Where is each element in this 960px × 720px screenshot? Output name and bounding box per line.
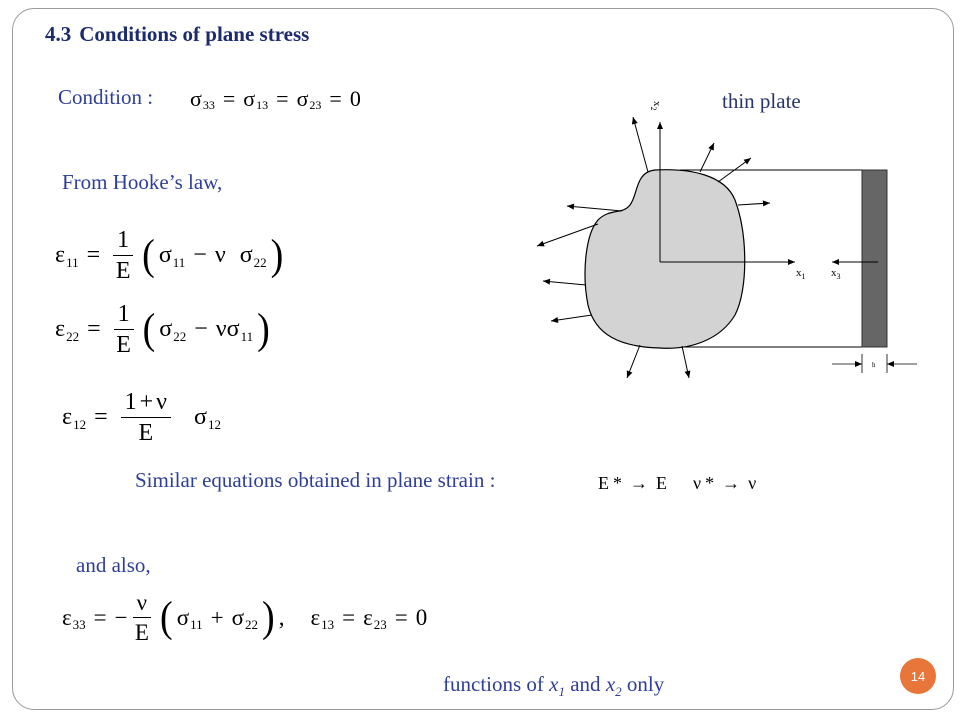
subscript: 22	[245, 616, 259, 632]
denominator: E	[116, 331, 131, 358]
nu-symbol: ν	[156, 388, 168, 415]
hooke-law-label: From Hooke’s law,	[62, 170, 223, 194]
minus-sign: −	[114, 604, 128, 630]
sigma-symbol: σ	[158, 242, 172, 268]
footer-note	[443, 672, 664, 700]
equals-sign: =	[86, 242, 101, 268]
epsilon-symbol: ε	[310, 604, 321, 630]
condition-equation	[190, 84, 361, 114]
plus-sign: +	[210, 604, 224, 630]
fraction	[113, 228, 133, 283]
strain-equation-11	[55, 224, 287, 286]
denominator: E	[138, 419, 154, 446]
arrowhead	[832, 259, 839, 265]
equals-sign: =	[222, 86, 236, 111]
thin-plate-caption: thin plate	[722, 89, 801, 113]
right-paren: )	[270, 230, 284, 280]
section-number: 4.3	[45, 22, 72, 46]
sigma-symbol: σ	[239, 242, 253, 268]
subscript: 23	[309, 98, 322, 112]
arrowhead	[685, 371, 691, 379]
left-paren: (	[142, 304, 156, 354]
arrowhead	[543, 279, 550, 285]
fraction	[133, 591, 151, 644]
subscript: 1	[558, 684, 565, 700]
traction-arrow	[633, 117, 648, 172]
condition-label: Condition :	[58, 85, 154, 109]
numerator: ν	[133, 591, 151, 618]
denominator: E	[134, 619, 149, 645]
epsilon-symbol: ε	[55, 242, 66, 268]
arrowhead	[537, 241, 545, 247]
minus-sign: −	[194, 316, 208, 342]
arrowhead	[632, 117, 638, 125]
equals-sign: =	[329, 86, 342, 111]
epsilon-symbol: ε	[62, 404, 73, 430]
right-paren: )	[257, 304, 270, 354]
plane-strain-label: Similar equations obtained in plane strain :	[135, 468, 496, 492]
arrow: →	[630, 473, 648, 493]
comma: ,	[278, 604, 285, 630]
arrow: →	[722, 473, 741, 493]
subscript: 11	[240, 328, 254, 344]
nu-symbol: ν	[748, 473, 757, 493]
x1-axis-label: $x_1$	[796, 267, 806, 281]
arrowhead	[887, 361, 894, 367]
numerator: 1	[114, 302, 134, 330]
subscript: 22	[253, 254, 267, 270]
nu-symbol: ν	[214, 242, 226, 268]
page-number-badge	[900, 658, 936, 694]
note-text: and	[564, 672, 606, 696]
one: 1	[124, 388, 137, 415]
sigma-symbol: σ	[296, 86, 309, 111]
thickness-label: h	[872, 361, 876, 369]
traction-arrow	[567, 206, 622, 211]
sigma-symbol: σ	[194, 404, 207, 430]
nu-symbol: ν	[693, 473, 702, 493]
subscript: 22	[66, 328, 80, 344]
epsilon-symbol: ε	[62, 604, 72, 630]
equals-sign: =	[87, 316, 101, 342]
note-text: functions of	[443, 672, 550, 696]
arrowhead	[744, 158, 751, 165]
subscript: 23	[373, 616, 387, 632]
x3-axis-label: $x_3$	[831, 267, 841, 281]
out-of-plane-strain-equation	[62, 586, 427, 648]
subscript: 13	[321, 616, 335, 632]
subscript: 12	[73, 416, 87, 432]
body-cross-section	[585, 170, 745, 349]
arrowhead	[627, 370, 633, 378]
minus-sign: −	[193, 242, 207, 268]
sigma-symbol: σ	[159, 316, 173, 342]
numerator: 1	[113, 228, 133, 256]
subscript: 11	[172, 254, 186, 270]
variable-x: x	[605, 672, 616, 696]
page-number: 14	[910, 668, 926, 684]
epsilon-symbol: ε	[55, 316, 66, 342]
star: *	[613, 473, 622, 493]
equals-sign: =	[94, 404, 108, 430]
numerator	[121, 390, 171, 418]
subscript: 33	[202, 98, 215, 112]
equals-sign: =	[276, 86, 289, 111]
left-paren: (	[160, 592, 173, 642]
sigma-symbol: σ	[190, 86, 202, 111]
variable-x: x	[549, 672, 559, 696]
subscript: 11	[66, 254, 79, 270]
right-paren: )	[262, 592, 275, 642]
subscript: 13	[256, 98, 269, 112]
arrowhead	[763, 200, 770, 206]
strain-equation-22	[55, 298, 274, 360]
star: *	[705, 473, 715, 493]
arrowhead	[855, 361, 862, 367]
and-also-label: and also,	[76, 553, 151, 577]
thin-plate-diagram	[520, 95, 930, 395]
subscript: 11	[190, 616, 203, 632]
subscript: 33	[72, 616, 86, 632]
arrowhead	[657, 122, 663, 129]
strain-equation-12	[62, 386, 221, 448]
zero: 0	[415, 604, 428, 630]
fraction	[114, 302, 134, 357]
modulus-symbol: E	[656, 473, 667, 493]
subscript: 12	[207, 416, 221, 432]
arrowhead	[788, 259, 795, 265]
slide-title	[45, 22, 309, 47]
epsilon-symbol: ε	[363, 604, 373, 630]
nu-symbol: ν	[215, 316, 227, 342]
sigma-symbol: σ	[243, 86, 256, 111]
section-title: Conditions of plane stress	[79, 22, 310, 46]
plus-sign: +	[139, 388, 154, 415]
plate-side-view	[862, 170, 887, 347]
modulus-symbol: E	[598, 473, 609, 493]
sigma-symbol: σ	[231, 604, 245, 630]
arrowhead	[551, 317, 558, 323]
sigma-symbol: σ	[176, 604, 190, 630]
x2-axis-label: $x_2$	[649, 101, 663, 111]
fraction	[121, 390, 171, 445]
equals-sign: =	[93, 604, 107, 630]
sigma-symbol: σ	[226, 316, 240, 342]
note-text: only	[621, 672, 665, 696]
subscript: 22	[173, 328, 187, 344]
equals-sign: =	[342, 604, 356, 630]
left-paren: (	[142, 230, 155, 280]
subscript: 2	[615, 684, 622, 700]
plane-strain-mapping	[598, 470, 756, 496]
equals-sign: =	[394, 604, 408, 630]
denominator: E	[115, 257, 131, 284]
zero: 0	[349, 86, 361, 111]
